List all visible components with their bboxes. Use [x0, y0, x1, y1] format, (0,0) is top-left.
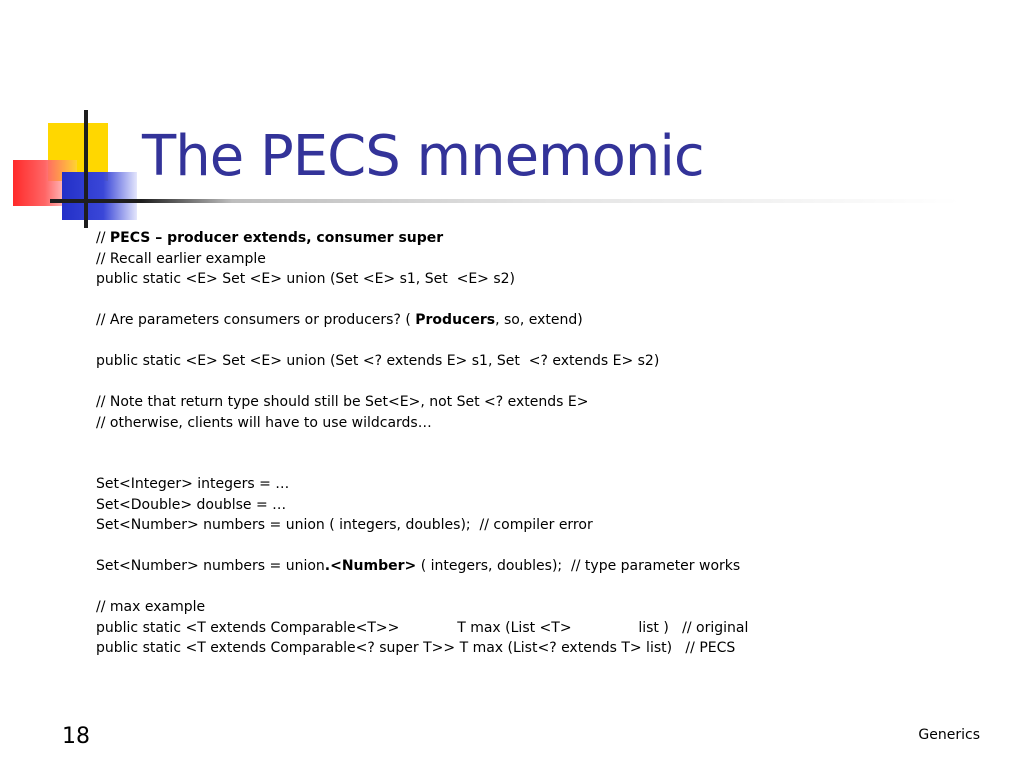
code-line: // Note that return type should still be Set<E>, not Set <? extends E> [96, 394, 589, 410]
footer-label: Generics [918, 727, 980, 743]
code-line: Set<Number> numbers = union ( integers, doubles); // compiler error [96, 517, 593, 533]
code-line: public static <E> Set <E> union (Set <E> s1, Set <E> s2) [96, 271, 516, 287]
text-span: , so, extend) [495, 312, 583, 328]
blank-line [96, 536, 976, 557]
page-number: 18 [62, 724, 90, 749]
code-line [96, 228, 976, 249]
code-line: public static <E> Set <E> union (Set <? extends E> s1, Set <? extends E> s2) [96, 353, 660, 369]
text-span: // Are parameters consumers or producers? ( [96, 312, 416, 328]
blank-line [96, 290, 976, 311]
comment-prefix: // [96, 230, 110, 246]
code-line: // otherwise, clients will have to use wildcards… [96, 414, 432, 431]
title-underline-rule [50, 199, 960, 203]
code-line [96, 310, 976, 331]
code-line: // Recall earlier example [96, 250, 266, 267]
blank-line [96, 577, 976, 598]
code-line: Set<Integer> integers = … [96, 476, 290, 492]
slide-title: The PECS mnemonic [142, 124, 704, 189]
slide-body [96, 228, 976, 659]
blank-line [96, 331, 976, 352]
text-span: ( integers, doubles); // type parameter works [416, 558, 741, 574]
code-line [96, 556, 976, 577]
blank-line [96, 372, 976, 393]
blue-square-decoration [62, 172, 137, 220]
type-parameter-emphasis: .<Number> [324, 558, 417, 574]
code-line: Set<Double> doublse = … [96, 496, 287, 513]
code-line: public static <T extends Comparable<? super T>> T max (List<? extends T> list) // PECS [96, 640, 736, 656]
producers-emphasis: Producers [415, 312, 496, 328]
text-span: Set<Number> numbers = union [96, 558, 325, 574]
code-line: public static <T extends Comparable<T>> T max (List <T> list ) // original [96, 619, 749, 636]
code-line: // max example [96, 599, 206, 615]
pecs-heading: PECS – producer extends, consumer super [109, 230, 444, 246]
blank-line [96, 433, 976, 454]
blank-line [96, 454, 976, 475]
vertical-rule [84, 110, 88, 228]
